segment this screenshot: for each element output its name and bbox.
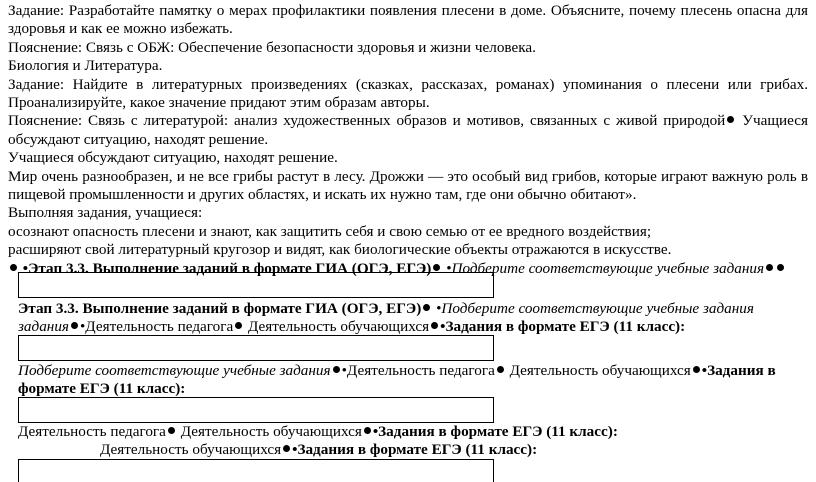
stage-heading-bold: •Этап 3.3. Выполнение заданий в формате ГИА (ОГЭ, ЕГЭ) — [22, 259, 432, 277]
bullet-icon — [168, 427, 175, 434]
answer-box-2[interactable] — [18, 335, 494, 361]
block1-italic: •Подберите соответствующие учебные задания — [436, 300, 754, 317]
explanation-obzh: Пояснение: Связь с ОБЖ: Обеспечение безопасности здоровья и жизни человека. — [8, 38, 536, 56]
bullet-icon — [693, 366, 700, 373]
outcome-literature: расширяют свой литературный кругозор и видят, как биологические объекты отражаются в искусстве. — [8, 241, 672, 259]
block3-ege-bold-2: •Задания в формате ЕГЭ (11 класс): — [292, 441, 538, 459]
block-1 — [18, 300, 798, 337]
block1-teacher: •Деятельность педагога — [79, 318, 234, 336]
block-3 — [18, 423, 798, 460]
block2-italic: Подберите соответствующие учебные задания — [18, 362, 331, 379]
bullet-icon — [431, 322, 438, 329]
bullet-icon — [766, 264, 773, 271]
answer-box-4[interactable] — [18, 459, 494, 482]
bullet-icon — [71, 322, 78, 329]
block2-teacher: •Деятельность педагога — [341, 362, 495, 379]
students-discuss: Учащиеся обсуждают ситуацию, находят решение. — [8, 149, 338, 167]
bullet-icon — [433, 264, 440, 271]
block3-ege-bold: •Задания в формате ЕГЭ (11 класс): — [372, 423, 618, 440]
explanation-literature-text: Пояснение: Связь с литературой: анализ художественных образов и мотивов, связанных с живой природой — [8, 112, 726, 130]
bullet-icon — [333, 366, 340, 373]
stage-heading-italic: •Подберите соответствующие учебные задания — [446, 259, 765, 277]
block1-stage-bold: Этап 3.3. Выполнение заданий в формате ГИА (ОГЭ, ЕГЭ) — [18, 300, 422, 317]
outcome-safety: осознают опасность плесени и знают, как защитить себя и свою семью от ее вредного воздействия; — [8, 222, 652, 240]
block3-students-2: Деятельность обучающихся — [100, 441, 282, 459]
document-page — [8, 2, 808, 278]
bullet-icon — [235, 322, 242, 329]
bullet-icon — [364, 427, 371, 434]
bullet-icon — [777, 264, 784, 271]
block2-students: Деятельность обучающихся — [505, 362, 691, 379]
answer-box-3[interactable] — [18, 397, 494, 423]
task-mold-memo: Задание: Разработайте памятку о мерах профилактики появления плесени в доме. Объясните, почему плесень опасна для здоровья и как ее можно избежать. — [8, 2, 808, 38]
students-discuss-inline: Учащиеся обсуждают ситуацию, находят решение. — [8, 112, 808, 148]
bullet-icon — [727, 116, 734, 123]
outcomes-intro: Выполняя задания, учащиеся: — [8, 204, 203, 222]
task-literature: Задание: Найдите в литературных произведениях (сказках, рассказах, романах) упоминания о плесени или грибах. Проанализируйте, какое значение придают этим образам авторы. — [8, 75, 808, 112]
explanation-literature — [8, 112, 808, 149]
block1-ege-bold: •Задания в формате ЕГЭ (11 класс): — [440, 318, 686, 336]
bullet-icon — [283, 445, 290, 452]
bullet-icon — [497, 366, 504, 373]
block3-teacher: Деятельность педагога — [18, 423, 166, 440]
answer-box-1[interactable] — [18, 272, 494, 298]
yeast-paragraph: Мир очень разнообразен, и не все грибы растут в лесу. Дрожжи — это особый вид грибов, которые играют важную роль в пищевой промышленности и других областях, и искать их нужно там, где они обычно обитают». — [8, 167, 808, 204]
subject-biology-literature: Биология и Литература. — [8, 57, 163, 75]
block2-ege-bold: •Задания в формате ЕГЭ (11 класс): — [18, 362, 776, 398]
block1-italic-cont: задания — [18, 318, 69, 336]
bullet-icon — [10, 264, 17, 271]
bullet-icon — [423, 304, 430, 311]
block-2 — [18, 362, 798, 399]
block1-students: Деятельность обучающихся — [244, 318, 430, 336]
block3-students: Деятельность обучающихся — [176, 423, 362, 440]
